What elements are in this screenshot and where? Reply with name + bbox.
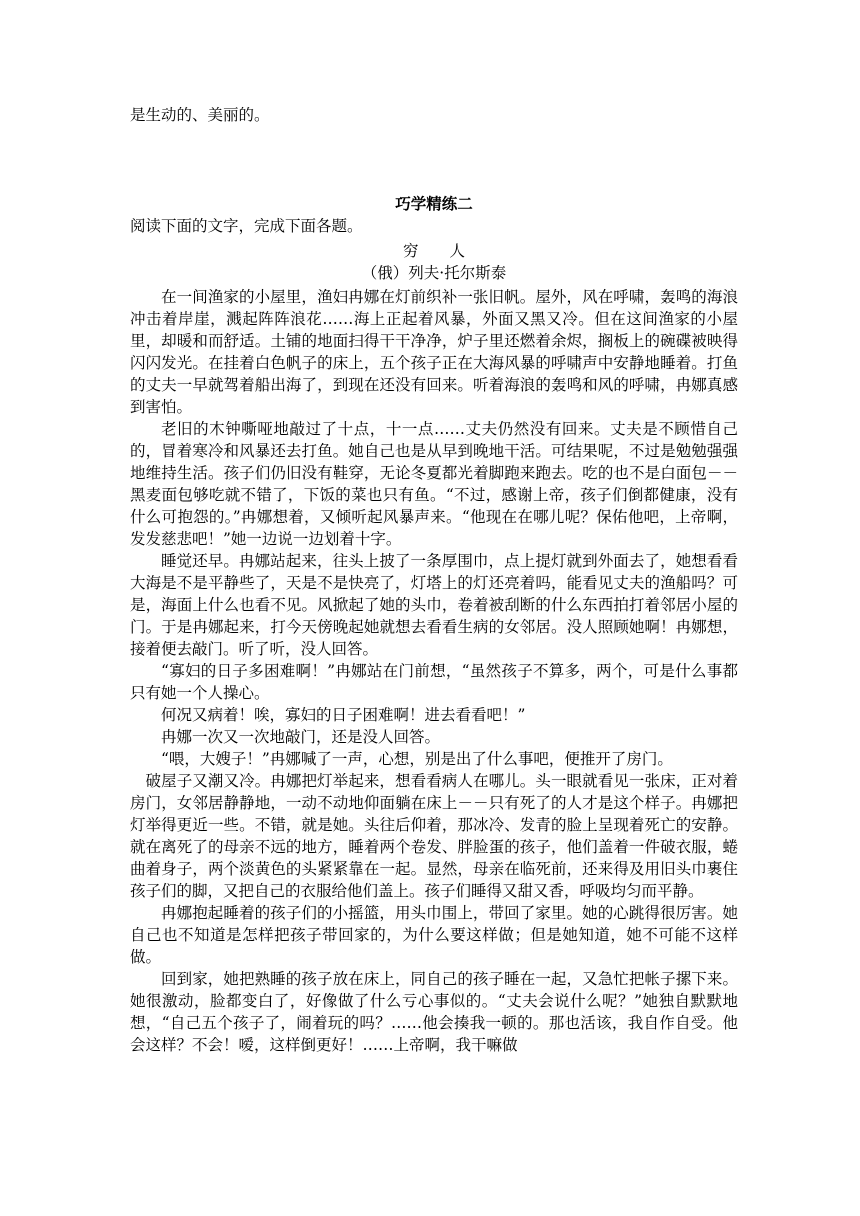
story-title: 穷 人 xyxy=(402,242,465,260)
paragraph: 睡觉还早。冉娜站起来，往头上披了一条厚围巾，点上提灯就到外面去了，她想看看大海是不是平静些了，天是不是快亮了，灯塔上的灯还亮着吗，能看见丈夫的渔船吗？可是，海面上什么也看不见。风掀起了她的头巾，卷着被刮断的什么东西拍打着邻居小屋的门。于是冉娜起来，打今天傍晚起她就想去看看生病的女邻居。没人照顾她啊！冉娜想，接着便去敲门。听了听，没人回答。 xyxy=(130,552,738,658)
paragraph: 冉娜抱起睡着的孩子们的小摇篮，用头巾围上，带回了家里。她的心跳得很厉害。她自己也不知道是怎样把孩子带回家的，为什么要这样做；但是她知道，她不可能不这样做。 xyxy=(130,904,738,966)
carry-over-line: 是生动的、美丽的。 xyxy=(130,106,270,124)
section-title: 巧学精练二 xyxy=(395,194,473,213)
story-body xyxy=(130,286,738,1056)
paragraph: “寡妇的日子多困难啊！”冉娜站在门前想，“虽然孩子不算多，两个，可是什么事都只有她一个人操心。 xyxy=(130,662,738,702)
story-author: （俄）列夫·托尔斯泰 xyxy=(361,264,507,282)
paragraph: 老旧的木钟嘶哑地敲过了十点，十一点……丈夫仍然没有回来。丈夫是不顾惜自己的，冒着寒冷和风暴还去打鱼。她自己也是从早到晚地干活。可结果呢，不过是勉勉强强地维持生活。孩子们仍旧没有鞋穿，无论冬夏都光着脚跑来跑去。吃的也不是白面包－－黑麦面包够吃就不错了，下饭的菜也只有鱼。“不过，感谢上帝，孩子们倒都健康，没有什么可抱怨的。”冉娜想着，又倾听起风暴声来。“他现在在哪儿呢？保佑他吧，上帝啊，发发慈悲吧！”她一边说一边划着十字。 xyxy=(130,420,738,548)
paragraph: 破屋子又潮又冷。冉娜把灯举起来，想看看病人在哪儿。头一眼就看见一张床，正对着房门，女邻居静静地，一动不动地仰面躺在床上－－只有死了的人才是这个样子。冉娜把灯举得更近一些。不错，就是她。头往后仰着，那冰冷、发青的脸上呈现着死亡的安静。就在离死了的母亲不远的地方，睡着两个卷发、胖脸蛋的孩子，他们盖着一件破衣服，蜷曲着身子，两个淡黄色的头紧紧靠在一起。显然，母亲在临死前，还来得及用旧头巾裹住孩子们的脚，又把自己的衣服给他们盖上。孩子们睡得又甜又香，呼吸均匀而平静。 xyxy=(130,772,738,900)
paragraph: 在一间渔家的小屋里，渔妇冉娜在灯前织补一张旧帆。屋外，风在呼啸，轰鸣的海浪冲击着岸崖，溅起阵阵浪花……海上正起着风暴，外面又黑又冷。但在这间渔家的小屋里，却暖和而舒适。土铺的地面扫得干干净净，炉子里还燃着余烬，搁板上的碗碟被映得闪闪发光。在挂着白色帆子的床上，五个孩子正在大海风暴的呼啸声中安静地睡着。打鱼的丈夫一早就驾着船出海了，到现在还没有回来。听着海浪的轰鸣和风的呼啸，冉娜真感到害怕。 xyxy=(130,288,738,416)
paragraph: “喂，大嫂子！”冉娜喊了一声，心想，别是出了什么事吧，便推开了房门。 xyxy=(161,750,673,768)
paragraph: 何况又病着！唉，寡妇的日子困难啊！进去看看吧！” xyxy=(161,706,526,724)
paragraph: 回到家，她把熟睡的孩子放在床上，同自己的孩子睡在一起，又急忙把帐子摞下来。她很激动，脸都变白了，好像做了什么亏心事似的。“丈夫会说什么呢？”她独自默默地想，“自己五个孩子了，闹着玩的吗？……他会揍我一顿的。那也活该，我自作自受。他会这样？不会！嗳，这样倒更好！……上帝啊，我干嘛做 xyxy=(130,970,738,1054)
instruction-text: 阅读下面的文字，完成下面各题。 xyxy=(130,217,363,235)
paragraph: 冉娜一次又一次地敲门，还是没人回答。 xyxy=(161,728,441,746)
